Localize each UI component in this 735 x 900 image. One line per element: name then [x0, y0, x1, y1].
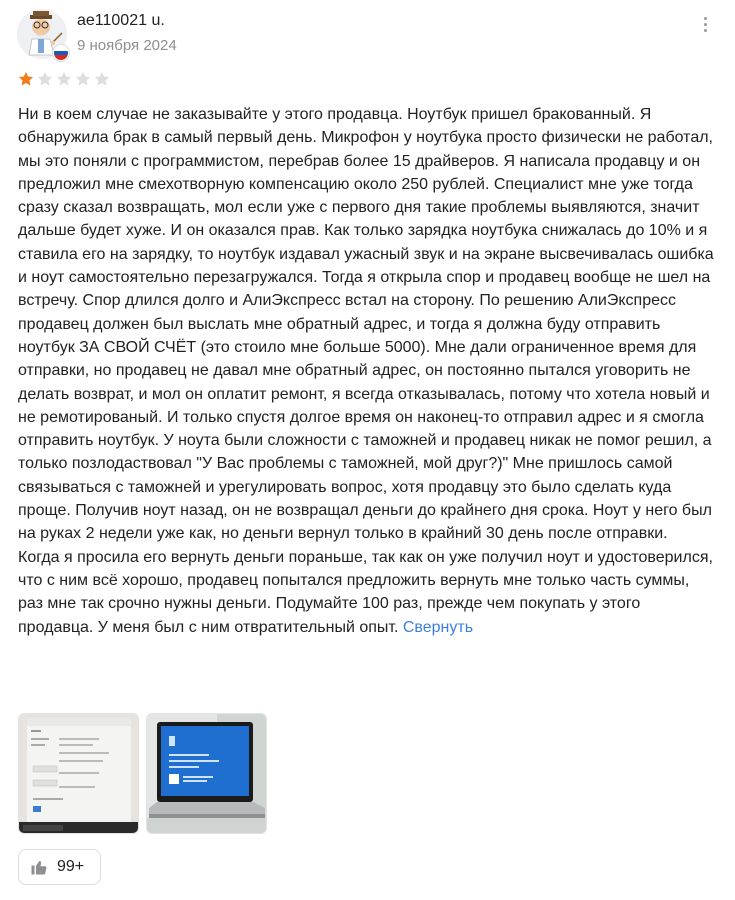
review-paragraph	[18, 546, 718, 639]
review-paragraph-text: Когда я просила его вернуть деньги пораньше, так как он уже получил ноут и удостоверился, что с ним всё хорошо, продавец попытался предложить вернуть мне только часть суммы, раз мне так срочно нужны деньги. Подумайте 100 раз, прежде чем покупать у этого продавца. У меня был с ним отвратительный опыт.	[18, 548, 713, 636]
like-button[interactable]	[18, 849, 101, 885]
more-dots-icon	[704, 17, 707, 20]
collapse-link[interactable]: Свернуть	[402, 618, 474, 636]
review-paragraph: Ни в коем случае не заказывайте у этого продавца. Ноутбук пришел бракованный. Я обнаружила брак в самый первый день. Микрофон у ноутбука просто физически не работал, мы это поняли с программистом, перебрав более 15 драйверов. Я написала продавцу и он предложил мне смехотворную компенсацию около 250 рублей. Специалист мне уже тогда сразу сказал возвращать, мол если уже с первого дня такие проблемы выявляются, значит дальше будет хуже. И он оказался прав. Как только зарядка ноутбука снижалась до 10% и я ставила его на зарядку, то ноутбук издавал ужасный звук и на экране высвечивалась ошибка и ноут самостоятельно перезагружался. Тогда я открыла спор и продавец вообще не шел на встречу. Спор длился долго и АлиЭкспресс встал на сторону. По решению АлиЭкспресс продавец должен был выслать мне обратный адрес, и тогда я должна буду отправить ноутбук ЗА СВОЙ СЧЁТ (это стоило мне больше 5000). Мне дали ограниченное время для отправки, но продавец не давал мне обратный адрес, он постоянно пытался уговорить не делать возврат, и мол он оплатит ремонт, я всегда отказывалась, потому что хотела новый и не ремотированый. И только спустя долгое время он наконец-то отправил адрес и я смогла отправить ноутбук. У ноута были сложности с таможней и продавец никак не помог решил, а только позлодаствовал "У Вас проблемы с таможней, мой друг?)" Мне пришлось самой связываться с таможней и урегулировать вопрос, хотя продавцу это было сделать куда проще. Получив ноут назад, он не возвращал деньги до крайнего дня срока. Ноут у него был на руках 2 недели уже как, но деньги вернул только в крайний 30 день после отправки.	[18, 106, 714, 543]
more-dot	[704, 23, 707, 26]
rating-stars	[17, 70, 111, 88]
star-filled-icon	[17, 70, 35, 88]
russia-flag-icon	[53, 45, 69, 61]
like-count: 99+	[57, 858, 85, 875]
photo-thumbnail	[147, 714, 267, 834]
more-options-button[interactable]	[693, 12, 717, 36]
star-empty-icon	[36, 70, 54, 88]
review-photo-laptop-error[interactable]	[146, 713, 267, 834]
author-name: ae110021 u.	[77, 12, 165, 29]
thumbs-up-icon	[30, 858, 48, 876]
review-text	[18, 103, 718, 639]
review-date: 9 ноября 2024	[77, 37, 177, 54]
star-empty-icon	[74, 70, 92, 88]
star-empty-icon	[93, 70, 111, 88]
star-empty-icon	[55, 70, 73, 88]
more-dot	[704, 29, 707, 32]
photo-thumbnail	[19, 714, 139, 834]
review-photo-settings-screen[interactable]	[18, 713, 139, 834]
